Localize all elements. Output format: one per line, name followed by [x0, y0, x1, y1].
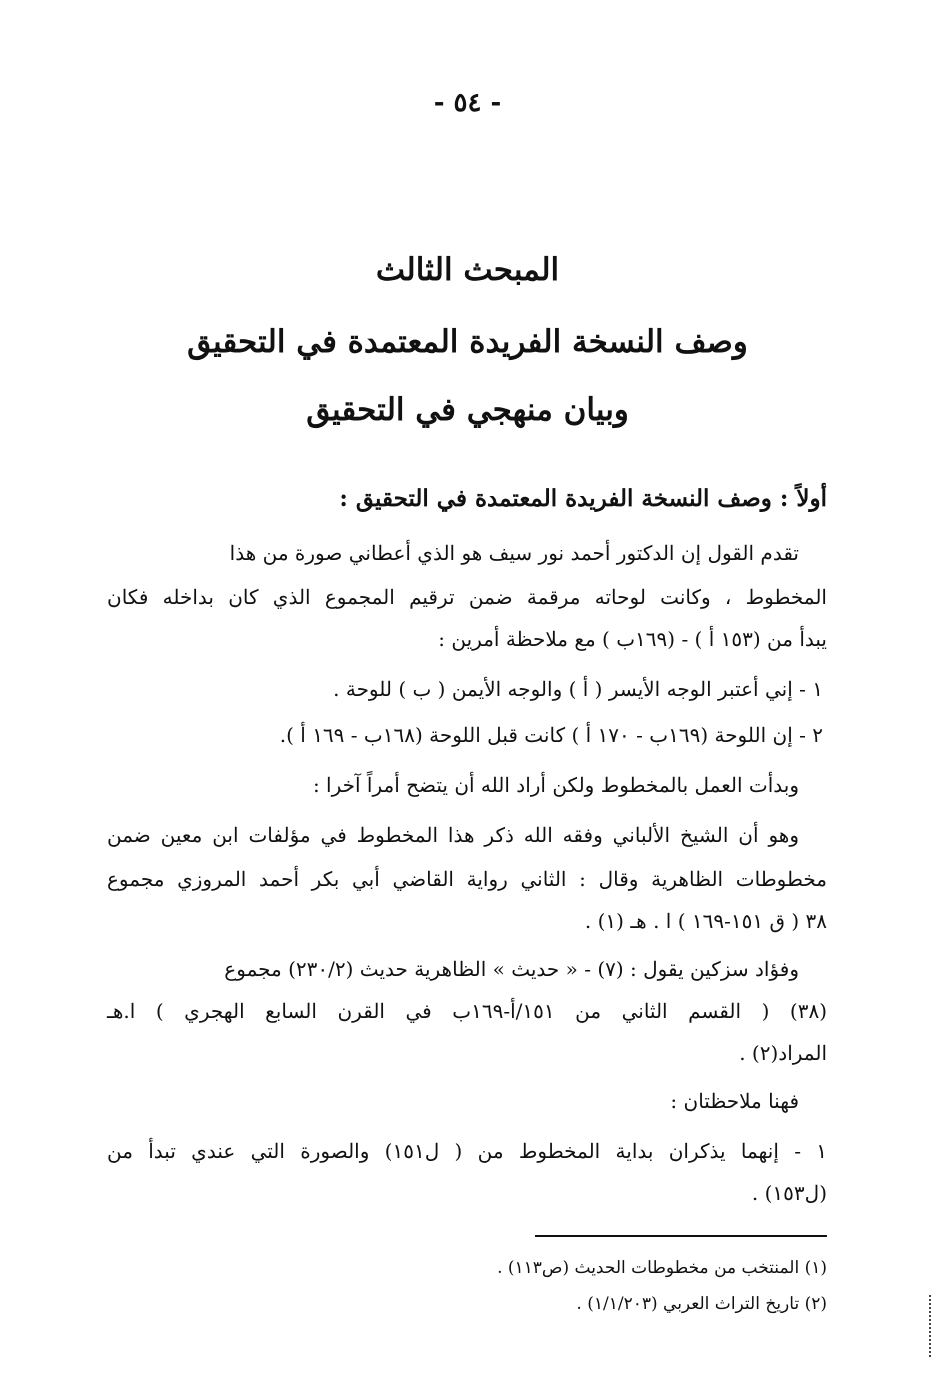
section-subtitle-2: وبيان منهجي في التحقيق: [306, 392, 629, 428]
body-line: فهنا ملاحظتان :: [670, 1089, 799, 1113]
subheading-first: أولاً : وصف النسخة الفريدة المعتمدة في التحقيق :: [339, 485, 827, 512]
footnote: (٢) تاريخ التراث العربي (١/١/٢٠٣) .: [576, 1294, 827, 1314]
body-line: ٣٨ ( ق ١٥١-١٦٩ ) ا . هـ (١) .: [584, 909, 827, 933]
section-title: المبحث الثالث: [375, 252, 560, 288]
body-line: وبدأت العمل بالمخطوط ولكن أراد الله أن يتضح أمراً آخرا :: [312, 773, 799, 797]
footnote-separator: [535, 1235, 827, 1237]
body-line: (٣٨) ( القسم الثاني من ١٥١/أ-١٦٩ب في القرن السابع الهجري ) ا.هـ: [107, 999, 827, 1023]
list-item: ١ - إني أعتبر الوجه الأيسر ( أ ) والوجه الأيمن ( ب ) للوحة .: [333, 677, 823, 701]
body-line: وهو أن الشيخ الألباني وفقه الله ذكر هذا المخطوط في مؤلفات ابن معين ضمن: [107, 823, 799, 847]
body-line: تقدم القول إن الدكتور أحمد نور سيف هو الذي أعطاني صورة من هذا: [229, 541, 799, 565]
body-line: المخطوط ، وكانت لوحاته مرقمة ضمن ترقيم المجموع الذي كان بداخله فكان: [107, 585, 827, 609]
page-number: - ٥٤ -: [433, 88, 502, 118]
footnote: (١) المنتخب من مخطوطات الحديث (ص١١٣) .: [497, 1258, 827, 1278]
scan-edge-mark: [926, 1295, 931, 1357]
body-line: مخطوطات الظاهرية وقال : الثاني رواية القاضي أبي بكر أحمد المروزي مجموع: [107, 867, 827, 891]
list-item: ١ - إنهما يذكران بداية المخطوط من ( ل١٥١) والصورة التي عندي تبدأ من: [107, 1139, 827, 1163]
body-line: يبدأ من (١٥٣ أ ) - (١٦٩ب ) مع ملاحظة أمرين :: [438, 627, 827, 651]
body-line: وفؤاد سزكين يقول : (٧) - « حديث » الظاهرية حديث (٢٣٠/٢) مجموع: [224, 957, 799, 981]
list-item: ٢ - إن اللوحة (١٦٩ب - ١٧٠ أ ) كانت قبل اللوحة (١٦٨ب - ١٦٩ أ ).: [279, 723, 823, 747]
body-line: المراد(٢) .: [739, 1041, 827, 1065]
section-subtitle: وصف النسخة الفريدة المعتمدة في التحقيق: [187, 324, 748, 360]
body-line: (ل١٥٣) .: [751, 1181, 827, 1205]
